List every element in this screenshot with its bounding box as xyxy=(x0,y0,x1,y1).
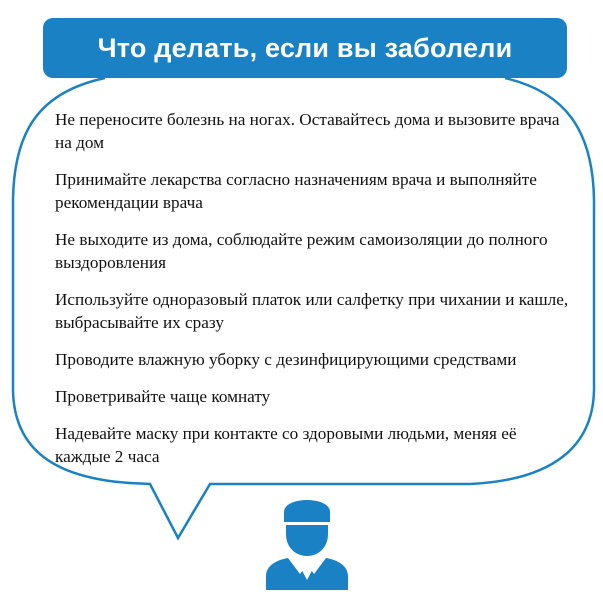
tip-item: Проводите влажную уборку с дезинфицирующими средствами xyxy=(55,350,517,369)
tips-list xyxy=(55,108,575,482)
tip-item: Принимайте лекарства согласно назначениям врача и выполняйте рекомендации врача xyxy=(55,170,537,212)
tip-item: Надевайте маску при контакте со здоровыми людьми, меняя её каждые 2 часа xyxy=(55,424,517,466)
page-title: Что делать, если вы заболели xyxy=(97,32,513,63)
tip-item: Проветривайте чаще комнату xyxy=(55,387,271,406)
tip-item: Не выходите из дома, соблюдайте режим самоизоляции до полного выздоровления xyxy=(55,230,548,272)
doctor-icon xyxy=(262,490,352,590)
tip-item: Не переносите болезнь на ногах. Оставайтесь дома и вызовите врача на дом xyxy=(55,110,560,152)
header-banner xyxy=(43,18,567,78)
tip-item: Используйте одноразовый платок или салфетку при чихании и кашле, выбрасывайте их сразу xyxy=(55,290,569,332)
